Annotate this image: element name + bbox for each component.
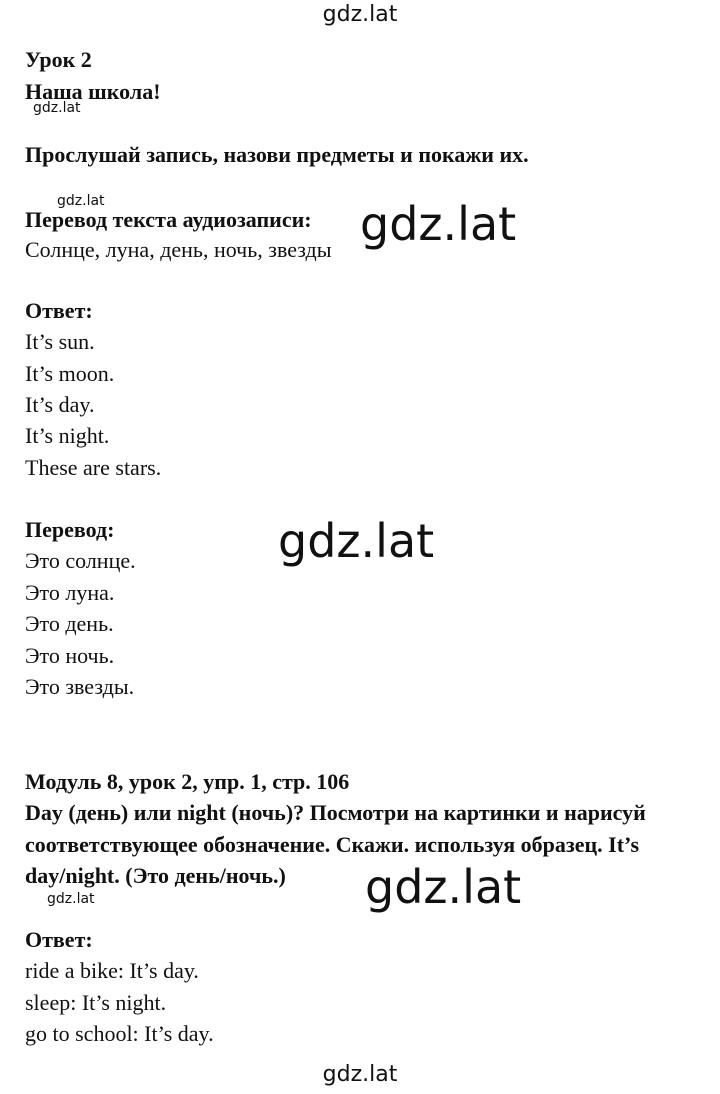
exercise-answer-line: ride a bike: It’s day. — [25, 958, 199, 983]
exercise-answer-line: sleep: It’s night. — [25, 990, 167, 1015]
watermark-big: gdz.lat — [278, 514, 435, 568]
exercise-task-line: Day (день) или night (ночь)? Посмотри на картинки и нарисуй — [25, 800, 646, 825]
translation-line: Это ночь. — [25, 643, 115, 668]
audio-text: Солнце, луна, день, ночь, звезды — [25, 237, 332, 262]
translation-line: Это звезды. — [25, 674, 135, 699]
exercise-answer-line: go to school: It’s day. — [25, 1021, 214, 1046]
exercise-title: Модуль 8, урок 2, упр. 1, стр. 106 — [25, 769, 350, 794]
watermark-small: gdz.lat — [33, 100, 81, 116]
translation-line: Это день. — [25, 611, 114, 636]
lesson-subtitle: Наша школа! — [25, 79, 161, 104]
answer-line: These are stars. — [25, 455, 162, 480]
exercise-answer-heading: Ответ: — [25, 927, 93, 952]
translation-line: Это солнце. — [25, 548, 136, 573]
task-text: Прослушай запись, назови предметы и покажи их. — [25, 142, 529, 167]
answer-line: It’s day. — [25, 392, 95, 417]
watermark-small: gdz.lat — [47, 891, 95, 907]
exercise-task-line: соответствующее обозначение. Скажи. используя образец. It’s — [25, 832, 640, 857]
watermark-small: gdz.lat — [57, 193, 105, 209]
watermark-big: gdz.lat — [360, 197, 517, 251]
watermark-bottom: gdz.lat — [322, 1062, 398, 1087]
audio-heading: Перевод текста аудиозаписи: — [25, 207, 312, 232]
answer-heading: Ответ: — [25, 298, 93, 323]
watermark-top: gdz.lat — [322, 2, 398, 27]
answer-line: It’s night. — [25, 423, 110, 448]
answer-line: It’s moon. — [25, 361, 115, 386]
translation-line: Это луна. — [25, 580, 115, 605]
translation-heading: Перевод: — [25, 517, 115, 542]
exercise-task-line: day/night. (Это день/ночь.) — [25, 863, 286, 888]
lesson-title: Урок 2 — [25, 47, 92, 72]
answer-line: It’s sun. — [25, 329, 95, 354]
watermark-big: gdz.lat — [365, 860, 522, 914]
